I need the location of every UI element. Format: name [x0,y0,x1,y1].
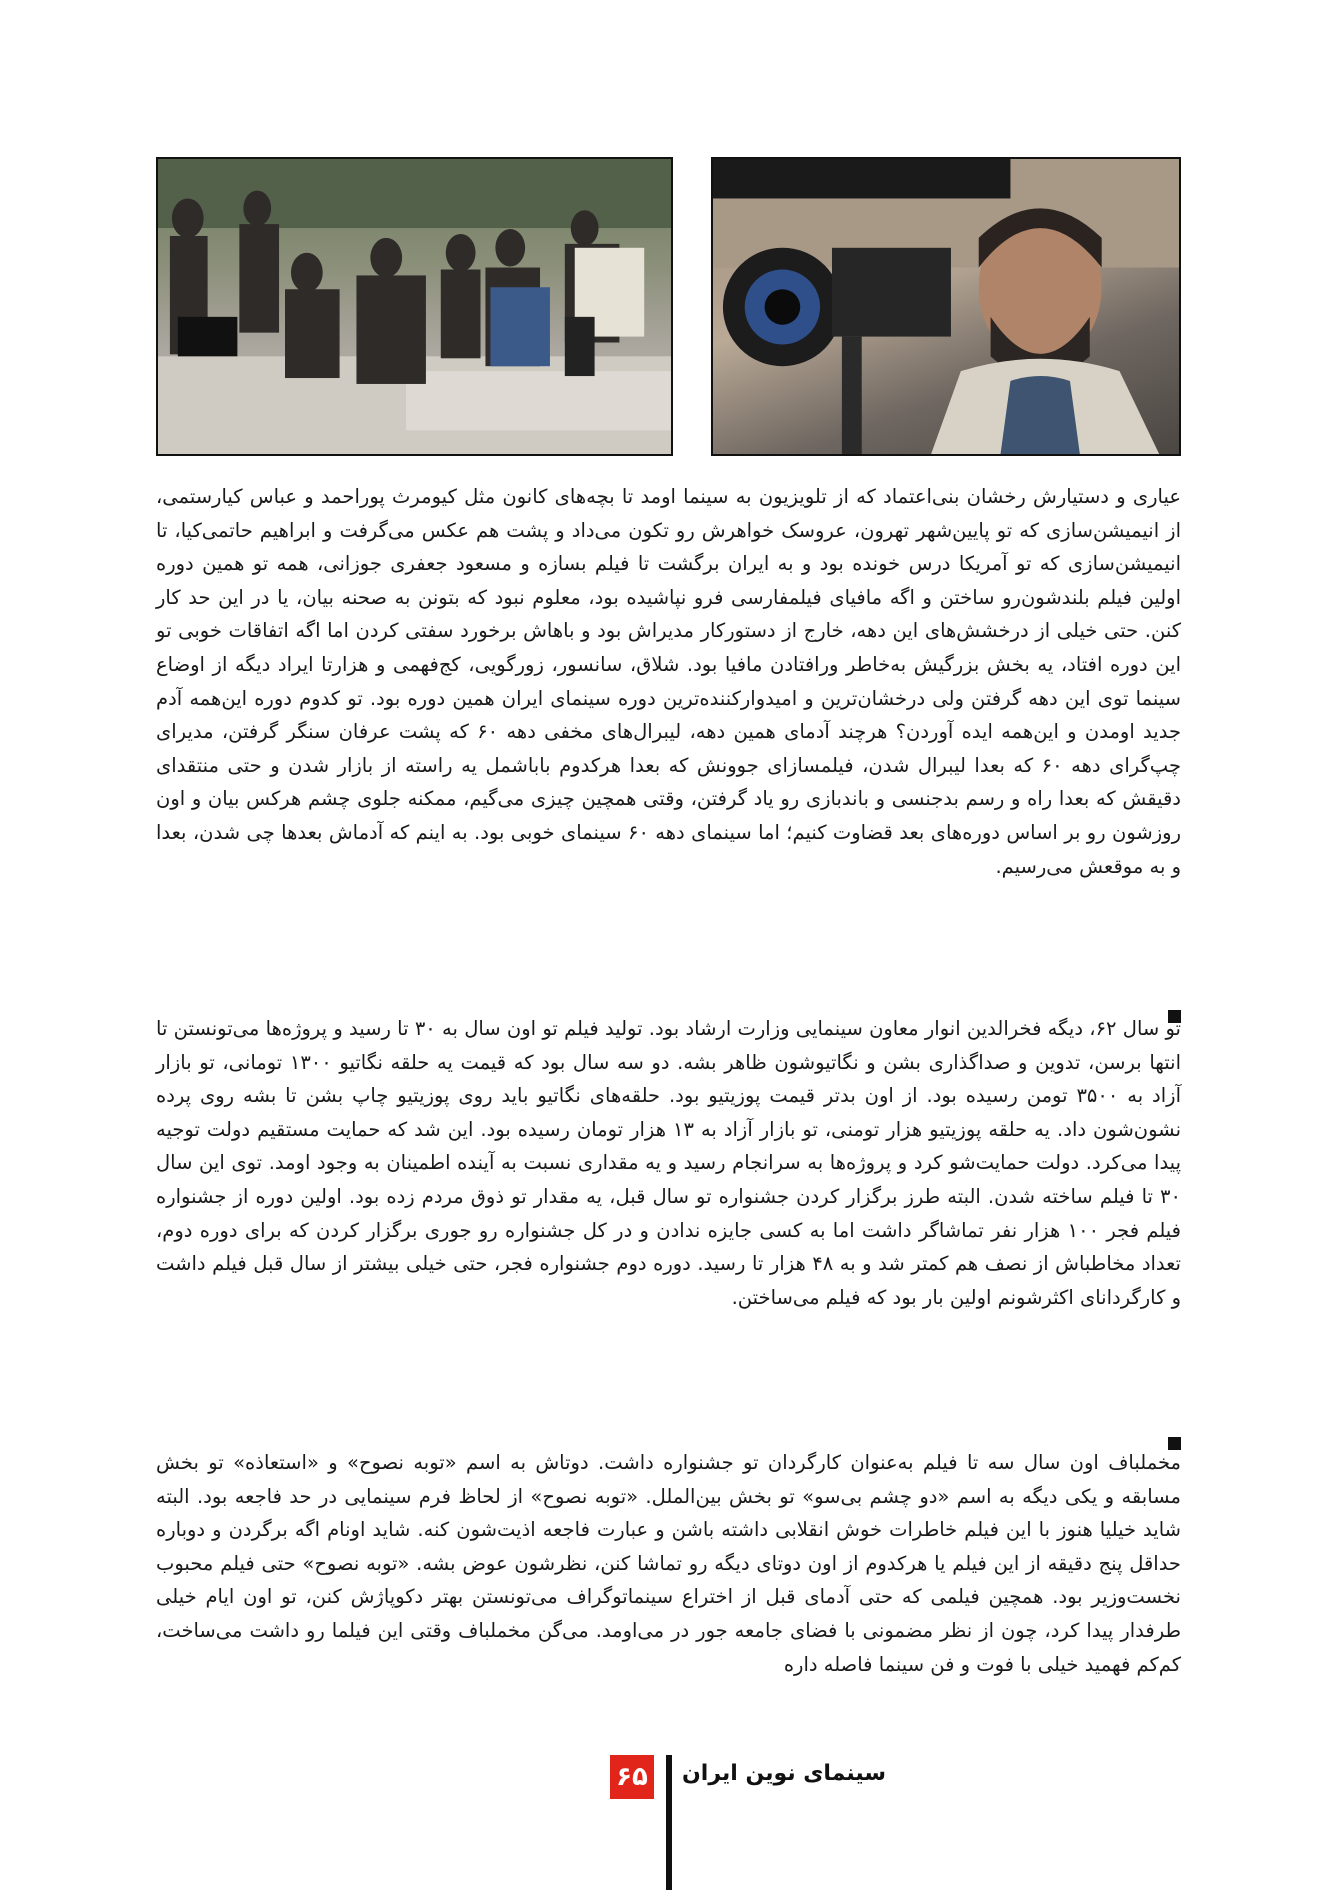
photo-left-crowd [156,157,673,456]
page-number: ۶۵ [610,1755,654,1799]
page-footer [0,1755,1339,1890]
article-paragraph-2: تو سال ۶۲، دیگه فخرالدین انوار معاون سینمایی وزارت ارشاد بود. تولید فیلم تو اون سال به ۳۰ تا رسید و پروژه‌ها می‌تونستن تا انتها برسن، تدوین و صداگذاری بشن و نگاتیوشون ظاهر بشه. دو سه سال بود که قیمت یه حلقه نگاتیو ۱۳۰۰ تومانی، تو بازار آزاد به ۳۵۰۰ تومن رسیده بود. از اون بدتر قیمت پوزیتیو بود. حلقه‌های نگاتیو باید روی پوزیتیو چاپ بشن تا بشه روی پرده نشون‌شون داد. یه حلقه پوزیتیو هزار تومنی، تو بازار آزاد به ۱۳ هزار تومان رسیده بود. این شد که حمایت مستقیم دولت توجیه پیدا می‌کرد. دولت حمایت‌شو کرد و پروژه‌ها به سرانجام رسید و یه مقداری نسبت به آینده اطمینان به وجود اومد. توی این سال ۳۰ تا فیلم ساخته شدن. البته طرز برگزار کردن جشنواره تو سال قبل، یه مقدار تو ذوق مردم زده بود. اولین دوره از جشنواره فیلم فجر ۱۰۰ هزار نفر تماشاگر داشت اما به کسی جایزه ندادن و در کل جشنواره رو جوری برگزار کردن که برای دوره دوم، تعداد مخاطباش از نصف هم کمتر شد و به ۴۸ هزار تا رسید. دوره دوم جشنواره فجر، حتی خیلی بیشتر از سال قبل فیلم داشت و کارگردانای اکثرشونم اولین بار بود که فیلم می‌ساختن. [156,1017,1181,1309]
crowd-photo-icon [158,159,671,454]
article-section-3 [156,1446,1181,1681]
magazine-title: سینمای نوین ایران [682,1761,887,1786]
article-section-1 [156,480,1181,883]
article-paragraph-1: عیاری و دستیارش رخشان بنی‌اعتماد که از تلویزیون به سینما اومد تا بچه‌های کانون مثل کیومرث پوراحمد و عباس کیارستمی، از انیمیشن‌سازی که تو پایین‌شهر تهرون، عروسک خواهرش رو تکون می‌داد و پشت هم عکس می‌گرفت و ابراهیم حاتمی‌کیا، تا انیمیشن‌سازی که تو آمریکا درس خونده بود و به ایران برگشت تا فیلم بسازه و مسعود جعفری جوزانی، همه تو همین دوره اولین فیلم بلندشون‌رو ساختن و اگه مافیای فیلمفارسی فرو نپاشیده بود، معلوم نبود که بتونن به صحنه بیان، یا در این حد کار کنن. حتی خیلی از درخشش‌های این دهه، خارج از دستورکار مدیراش بود و باهاش برخورد سفتی کردن اما اگه اتفاقات خوبی تو این دوره افتاد، یه بخش بزرگیش به‌خاطر ورافتادن مافیا بود. شلاق، سانسور، زورگویی، کج‌فهمی و هزارتا ایراد دیگه از اوضاع سینما توی این دهه گرفتن ولی درخشان‌ترین و امیدوارکننده‌ترین دوره سینمای ایران همین دوره بود. تو کدوم دوره این‌همه آدم جدید اومدن و این‌همه ایده آوردن؟ هرچند آدمای همین دهه، لیبرال‌های مخفی دهه ۶۰ که پشت عرفان سنگر گرفتن، مدیرای چپ‌گرای دهه ۶۰ که بعدا لیبرال شدن، فیلمسازای جوونش که بعدا هرکدوم باباشمل یه راسته از بازار شدن و حتی منتقدای دقیقش که بعدا راه و رسم بدجنسی و باندبازی رو یاد گرفتن، وقتی همچین چیزی می‌گیم، ممکنه جلوی چشم هرکس بیان و اون روزشون رو بر اساس دوره‌های بعد قضاوت کنیم؛ اما سینمای دهه ۶۰ سینمای خوبی بود. به اینم که آدماش بعدها چی شدن، بعدا و به موقعش می‌رسیم. [156,485,1181,878]
footer-divider [666,1755,672,1890]
article-section-2 [156,1012,1181,1314]
photo-right-portrait [711,157,1181,456]
portrait-camera-photo-icon [713,159,1179,454]
article-paragraph-3: مخملباف اون سال سه تا فیلم به‌عنوان کارگردان تو جشنواره داشت. دوتاش به اسم «توبه نصوح» و «استعاذه» تو بخش مسابقه و یکی دیگه به اسم «دو چشم بی‌سو» تو بخش بین‌الملل. «توبه نصوح» از لحاظ فرم سینمایی در حد فاجعه بود. البته شاید خیلیا هنوز با این فیلم خاطرات خوش انقلابی داشته باشن و عبارت فاجعه اذیت‌شون کنه. شاید اونام اگه برگردن و دوباره حداقل پنج دقیقه از این فیلم یا هرکدوم از اون دوتای دیگه رو تماشا کنن، نظرشون عوض بشه. «توبه نصوح» حتی فیلم محبوب نخست‌وزیر بود. همچین فیلمی که حتی آدمای قبل از اختراع سینماتوگراف می‌تونستن بهتر دکوپاژش کنن، تو اون ایام خیلی طرفدار پیدا کرد، چون از نظر مضمونی با فضای جامعه جور در می‌اومد. می‌گن مخملباف وقتی این فیلما رو داشت می‌ساخت، کم‌کم فهمید خیلی با فوت و فن سینما فاصله داره [156,1451,1181,1676]
